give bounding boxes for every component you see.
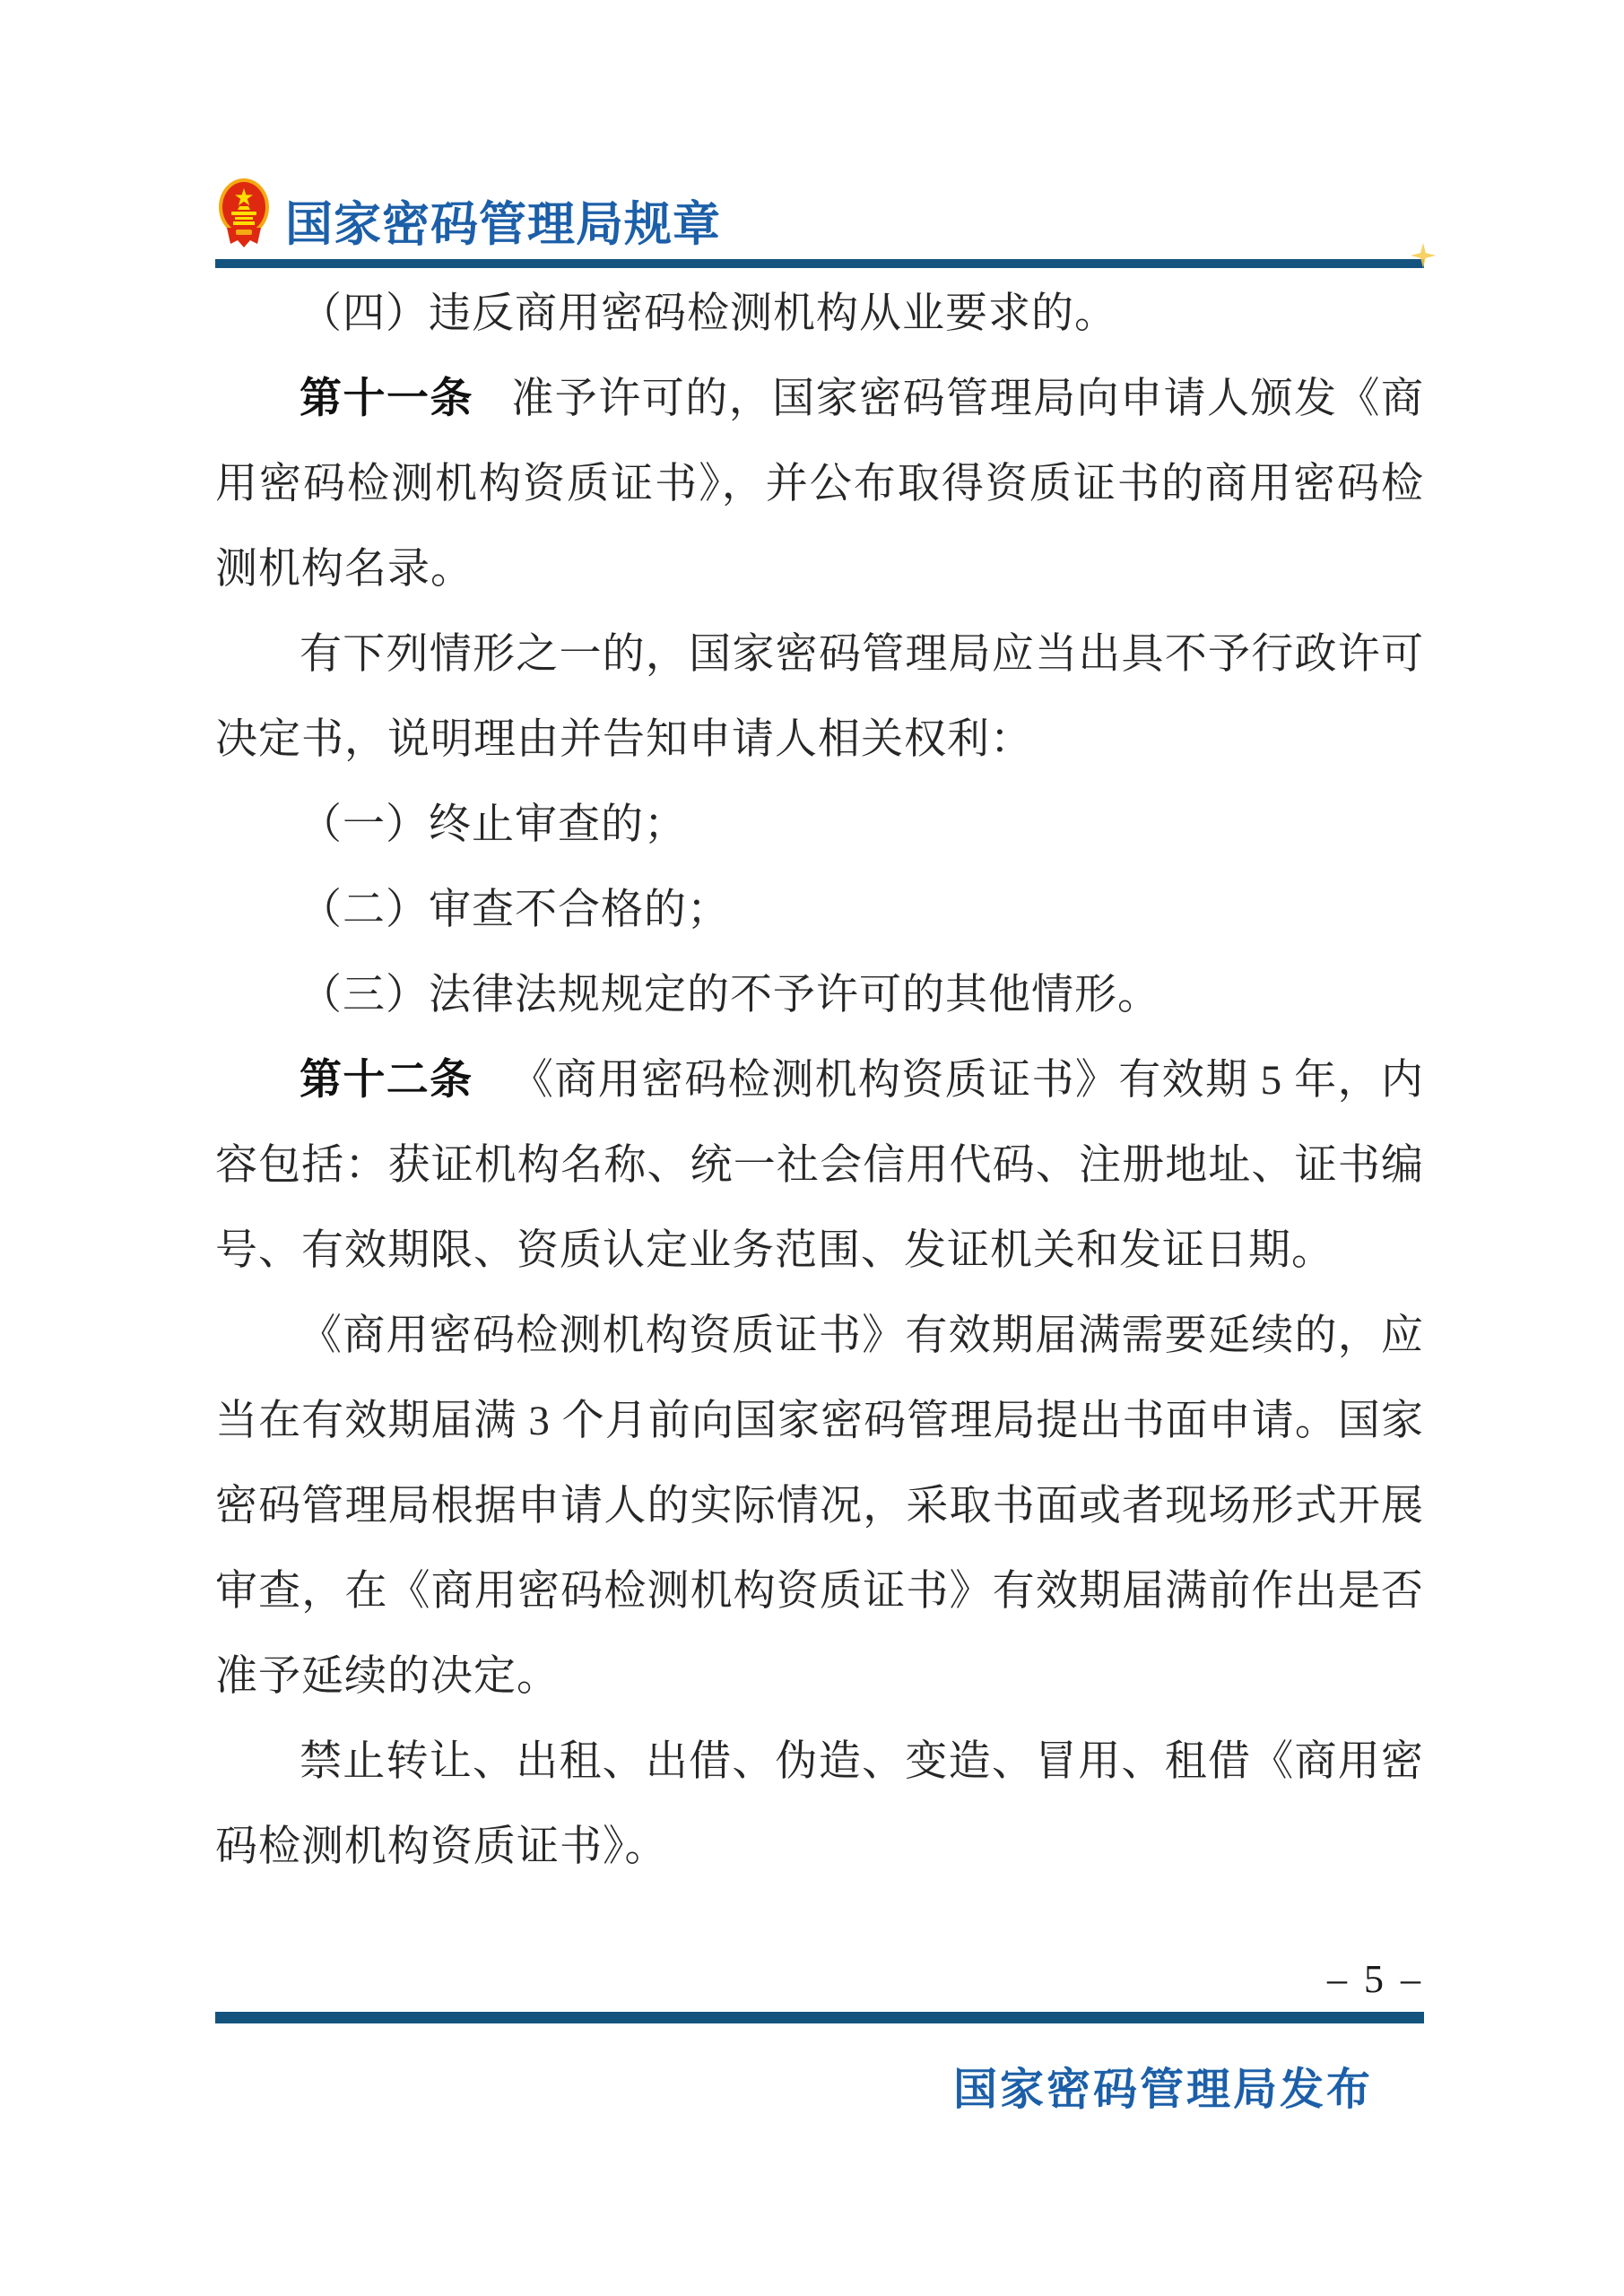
divider-star-icon (1408, 240, 1438, 271)
paragraph-text: （二）审查不合格的； (300, 887, 730, 933)
body-paragraph (215, 272, 1424, 357)
article-number: 第十一条 (300, 376, 473, 422)
body-paragraph (215, 1720, 1424, 1890)
body-paragraph (215, 357, 1424, 612)
body-paragraph (215, 1038, 1424, 1294)
paragraph-text: 禁止转让、出租、出借、伪造、变造、冒用、租借《商用密码检测机构资质证书》。 (215, 1738, 1424, 1870)
paragraph-text: 《商用密码检测机构资质证书》有效期 5 年，内容包括：获证机构名称、统一社会信用代码、注册地址、证书编号、有效期限、资质认定业务范围、发证机关和发证日期。 (215, 1057, 1425, 1274)
body-paragraph (215, 783, 1424, 868)
header-title: 国家密码管理局规章 (285, 199, 721, 251)
publisher-label: 国家密码管理局发布 (952, 2065, 1373, 2114)
document-body (215, 272, 1424, 1890)
national-emblem-icon (218, 178, 270, 249)
paragraph-text: （四）违反商用密码检测机构从业要求的。 (300, 290, 1117, 337)
paragraph-text: （三）法律法规规定的不予许可的其他情形。 (300, 972, 1160, 1018)
footer-divider (215, 2012, 1424, 2023)
body-paragraph (215, 868, 1424, 953)
paragraph-text: 准予许可的，国家密码管理局向申请人颁发《商用密码检测机构资质证书》，并公布取得资质证书的商用密码检测机构名录。 (215, 376, 1425, 593)
header-divider (215, 259, 1424, 268)
paragraph-text: 《商用密码检测机构资质证书》有效期届满需要延续的，应当在有效期届满 3 个月前向国家密码管理局提出书面申请。国家密码管理局根据申请人的实际情况，采取书面或者现场形式开展审查，在《商用密码检测机构资质证书》有效期届满前作出是否准予延续的决定。 (215, 1313, 1424, 1700)
body-paragraph (215, 1294, 1424, 1720)
body-paragraph (215, 953, 1424, 1038)
body-paragraph (215, 612, 1424, 783)
page-number: – 5 – (1327, 1957, 1424, 2001)
paragraph-text: 有下列情形之一的，国家密码管理局应当出具不予行政许可决定书，说明理由并告知申请人相关权利： (215, 631, 1424, 763)
article-number: 第十二条 (300, 1057, 473, 1104)
paragraph-text: （一）终止审查的； (300, 801, 687, 848)
